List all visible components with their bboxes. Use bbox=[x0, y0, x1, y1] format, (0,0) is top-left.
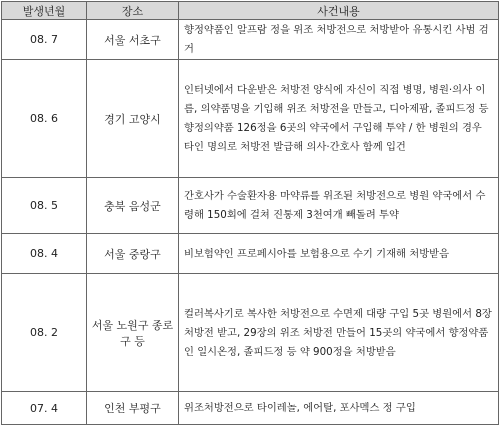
row-place: 서울 서초구 bbox=[87, 20, 179, 60]
row-date: 08. 7 bbox=[2, 20, 87, 60]
row-content: 컬러복사기로 복사한 처방전으로 수면제 대량 구입 5곳 병원에서 8장 처방전 받고, 29장의 위조 처방전 만들어 15곳의 약국에서 향정약품인 일시온정, 졸피드정 등 약 900정을 처방받음 bbox=[179, 274, 499, 392]
row-content: 향정약품인 알프람 정을 위조 처방전으로 처방받아 유통시킨 사범 검거 bbox=[179, 20, 499, 60]
row-date: 08. 6 bbox=[2, 60, 87, 178]
header-date: 발생년월 bbox=[2, 2, 87, 20]
row-date: 08. 4 bbox=[2, 234, 87, 274]
row-content: 위조처방전으로 타이레놀, 에어탈, 포사멕스 정 구입 bbox=[179, 392, 499, 425]
table-row bbox=[2, 392, 499, 425]
case-table bbox=[1, 1, 499, 425]
header-place: 장소 bbox=[87, 2, 179, 20]
table-row bbox=[2, 274, 499, 392]
row-date: 07. 4 bbox=[2, 392, 87, 425]
table-row bbox=[2, 60, 499, 178]
table-row bbox=[2, 20, 499, 60]
row-place: 서울 노원구 종로구 등 bbox=[87, 274, 179, 392]
table-row bbox=[2, 178, 499, 234]
header-row bbox=[2, 2, 499, 20]
row-place: 경기 고양시 bbox=[87, 60, 179, 178]
row-date: 08. 2 bbox=[2, 274, 87, 392]
row-date: 08. 5 bbox=[2, 178, 87, 234]
table-row bbox=[2, 234, 499, 274]
row-place: 서울 중랑구 bbox=[87, 234, 179, 274]
row-content: 간호사가 수술환자용 마약류를 위조된 처방전으로 병원 약국에서 수령해 150회에 걸쳐 진통제 3천여개 빼돌려 투약 bbox=[179, 178, 499, 234]
row-content: 비보험약인 프로페시아를 보험용으로 수기 기재해 처방받음 bbox=[179, 234, 499, 274]
row-place: 인천 부평구 bbox=[87, 392, 179, 425]
header-content: 사건내용 bbox=[179, 2, 499, 20]
row-place: 충북 음성군 bbox=[87, 178, 179, 234]
row-content: 인터넷에서 다운받은 처방전 양식에 자신이 직접 병명, 병원·의사 이름, 의약품명을 기입해 위조 처방전을 만들고, 디아제팜, 졸피드정 등 향정의약품 126정을 6곳의 약국에서 구입해 투약 / 한 병원의 경우 타인 명의로 처방전 발급해 의사·간호사 함께 입건 bbox=[179, 60, 499, 178]
